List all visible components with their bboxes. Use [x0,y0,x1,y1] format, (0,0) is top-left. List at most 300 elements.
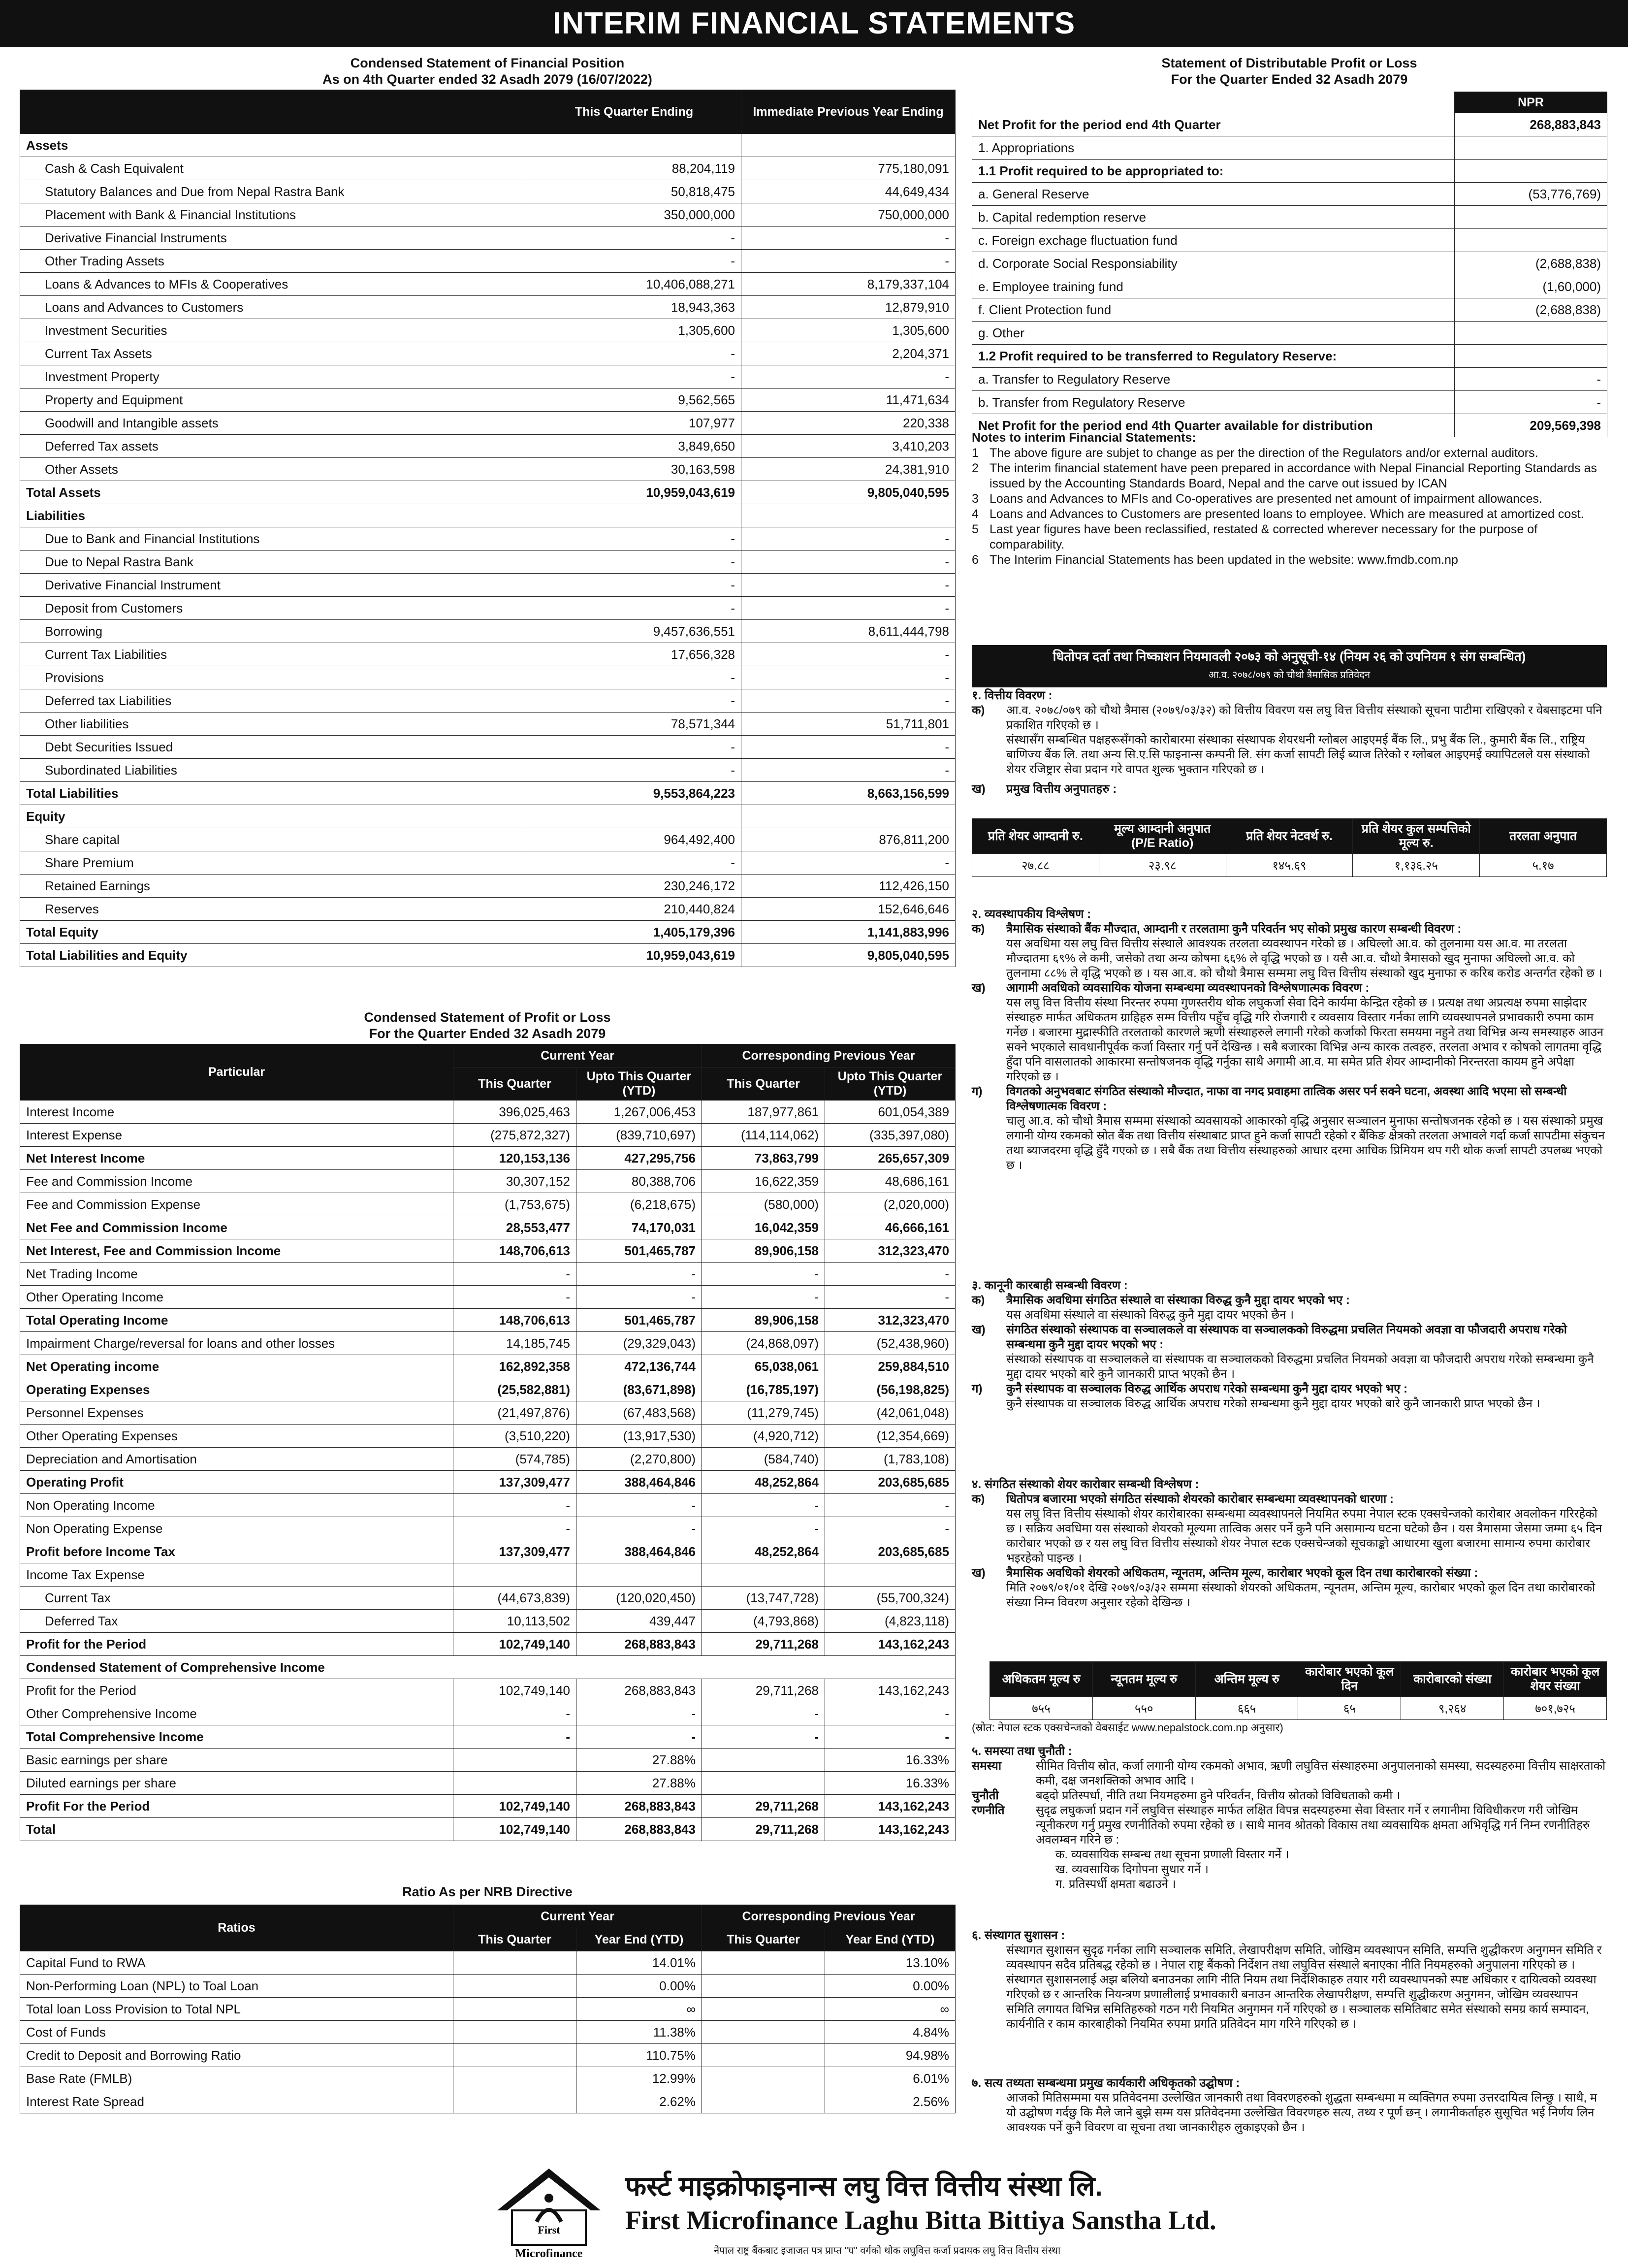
ratio-table [20,1905,956,2113]
fp-row-label: Loans & Advances to MFIs & Cooperatives [20,273,527,296]
fp-row-this-quarter: - [527,666,741,689]
pl-row-cy-ytd [576,1563,702,1587]
fp-row-prev-year: - [741,736,956,759]
pl-row-label: Current Tax [20,1587,453,1610]
fp-row [20,805,956,828]
fp-row [20,157,956,180]
pl-title [20,1009,955,1042]
dp-header-blank [972,92,1455,113]
np-s2a-text: यस अवधिमा यस लघु वित्त वित्तीय संस्थाले आवश्यक तरलता व्यवस्थापन गरेको छ । अघिल्लो आ.व. को तुलनामा यस आ.व. मा तरलता मौज्दातमा ६९% ले कमी, जसेको तथा अन्य कोषमा ६६% ले वृद्धि भएको छ । यसै आ.व. चौथो त्रैमासको खुद मुनाफा अघिल्लो आ.व. को तुलनामा ८८% ले वृद्धि भएको छ । यस आ.व. को चौथो त्रैमास सम्ममा लघु वित्त वित्तीय संस्थाको खुद मुनाफा रु करिब करोड अन्तर्गत रहेको छ । [1006,937,1602,980]
np-share-header: अधिकतम मूल्य रु [990,1662,1093,1697]
dp-row-value [1455,206,1607,229]
fp-header-prev-year: Immediate Previous Year Ending [741,90,956,134]
dp-row-value: - [1455,368,1607,391]
dp-row-label: Net Profit for the period end 4th Quarter [972,113,1455,136]
dp-row-label: f. Client Protection fund [972,298,1455,322]
ratio-row [20,2044,956,2067]
pl-row-py-ytd: 203,685,685 [825,1471,956,1494]
fp-row-prev-year: 775,180,091 [741,157,956,180]
np-share-header: कारोबार भएको कूल शेयर संख्या [1504,1662,1607,1697]
np-share-value: ९,२६४ [1401,1697,1504,1720]
ratio-row-py-ytd: ∞ [825,1998,956,2021]
fp-row [20,551,956,574]
note-text: Last year figures have been reclassified, restated & corrected wherever necessary for the purpose of comparability. [990,522,1538,551]
pl-header-current-year: Current Year [453,1044,702,1068]
np-s5-list-2: ख. व्यवसायिक दिगोपना सुधार गर्ने । [1055,1863,1209,1876]
note-text: Loans and Advances to MFIs and Co-operatives are presented net amount of impairment allowances. [990,492,1542,506]
fp-row-prev-year: 11,471,634 [741,389,956,412]
pl-row-cy-ytd: 501,465,787 [576,1239,702,1263]
np-share-value: ५५० [1092,1697,1195,1720]
fp-row [20,736,956,759]
fp-row-label: Deferred Tax assets [20,435,527,458]
fp-row [20,782,956,805]
dp-row-value: - [1455,391,1607,414]
dp-row [972,345,1607,368]
pl-row-cy-ytd: (29,329,043) [576,1332,702,1355]
np-s7-heading: ७. सत्य तथ्यता सम्बन्धमा प्रमुख कार्यकारी अधिकृतको उद्घोषण : [972,2076,1240,2090]
fp-row-prev-year: 750,000,000 [741,203,956,227]
np-s1-heading: १. वित्तीय विवरण : [972,689,1053,702]
pl-row-py-ytd: 265,657,309 [825,1147,956,1170]
pl-row-py-quarter: (13,747,728) [702,1587,825,1610]
fp-row-prev-year: - [741,527,956,551]
fp-row-prev-year: 44,649,434 [741,180,956,203]
pl-row [20,1610,956,1633]
np-s5-problem-text: सीमित वित्तीय स्रोत, कर्जा लगानी योग्य रकमको अभाव, ऋणी लघुवित्त संस्थाहरुमा अनुपालनाको समस्या, सदस्यहरुमा वित्तीय साक्षरताको कमी, दक्ष जनशक्तिको अभाव आदि । [1036,1759,1606,1787]
np-s5-strategy-text: सुदृढ लघुकर्जा प्रदान गर्ने लघुवित्त संस्थाहरु मार्फत लक्षित विपन्न सदस्यहरुमा सेवा विस्तार गर्ने र लगानीमा विविधीकरण गरी जोखिम न्यूनीकरण गर्नु प्रमुख रणनीतिको रुपमा रहेको छ । साथै मानव श्रोतको विकास तथा व्यवसायिक क्षमता अभिवृद्धि गर्न निम्न रणनीतिहरु अवलम्बन गरिने छ : [1036,1804,1590,1847]
fp-row-prev-year: - [741,689,956,713]
np-s1a [972,703,1607,733]
pl-row-label: Other Operating Expenses [20,1425,453,1448]
fp-row-label: Reserves [20,898,527,921]
ratio-row [20,2090,956,2113]
ratio-header-current-year: Current Year [453,1905,702,1928]
np-s4-heading: ४. संगठित संस्थाको शेयर कारोबार सम्बन्धी विश्लेषण : [972,1478,1199,1491]
ratio-header-ratios: Ratios [20,1905,453,1951]
pl-row-cy-quarter: 148,706,613 [453,1309,576,1332]
np-s2a-heading: त्रैमासिक संस्थाको बैंक मौज्दात, आम्दानी र तरलतामा कुनै परिवर्तन भए सोको प्रमुख कारण सम्बन्धी विवरण : [1006,922,1462,936]
pl-row-py-ytd: - [825,1286,956,1309]
fp-row [20,666,956,689]
fp-row-prev-year: 1,305,600 [741,319,956,342]
fp-row-prev-year: - [741,759,956,782]
note-item [972,552,1607,568]
pl-row-cy-ytd: (67,483,568) [576,1401,702,1425]
np-s2b-key: ख) [972,981,986,995]
pl-row-py-ytd: (4,823,118) [825,1610,956,1633]
fp-row-this-quarter: 30,163,598 [527,458,741,481]
fp-row-prev-year [741,805,956,828]
fp-row-label: Property and Equipment [20,389,527,412]
pl-row-py-quarter: 89,906,158 [702,1239,825,1263]
pl-row [20,1772,956,1795]
pl-row-cy-ytd: 268,883,843 [576,1679,702,1702]
np-s4b-text: मिति २०७९/०१/०१ देखि २०७९/०३/३२ सम्ममा संस्थाको शेयरको अधिकतम, न्यूनतम, अन्तिम मूल्य, कारोबार भएको कूल दिन तथा कारोबारको संख्या निम्न विवरण अनुसार रहेको देखिन्छ । [1006,1581,1596,1609]
fp-row-prev-year: 112,426,150 [741,875,956,898]
ratio-row-cy-ytd: 0.00% [576,1975,702,1998]
pl-row-label: Depreciation and Amortisation [20,1448,453,1471]
pl-header-this-quarter-1: This Quarter [453,1068,576,1101]
pl-row [20,1725,956,1749]
pl-row [20,1170,956,1193]
pl-row-py-ytd: - [825,1702,956,1725]
nepali-section-4 [972,1477,1607,1610]
np-ratio-value: २३.९८ [1099,854,1226,877]
fp-row-this-quarter: - [527,736,741,759]
note-number: 2 [972,461,979,475]
np-s1c-text: प्रमुख वित्तीय अनुपातहरु : [1006,782,1117,796]
ratio-row-label: Total loan Loss Provision to Total NPL [20,1998,453,2021]
dp-title [972,55,1607,88]
ratio-row-cy-ytd: 110.75% [576,2044,702,2067]
pl-row-py-quarter [702,1563,825,1587]
fp-row [20,296,956,319]
fp-row-label: Goodwill and Intangible assets [20,412,527,435]
dp-row-value [1455,136,1607,160]
fp-row-prev-year: 8,179,337,104 [741,273,956,296]
pl-row-label: Profit for the Period [20,1679,453,1702]
pl-row-cy-quarter: (25,582,881) [453,1378,576,1401]
pl-header-prev-year: Corresponding Previous Year [702,1044,956,1068]
pl-row-label: Fee and Commission Income [20,1170,453,1193]
fp-row [20,481,956,504]
pl-row-label: Income Tax Expense [20,1563,453,1587]
pl-row-label: Fee and Commission Expense [20,1193,453,1216]
pl-row-cy-ytd: - [576,1286,702,1309]
np-s3b-text: संस्थाको संस्थापक वा सञ्चालकले वा संस्थापक वा सञ्चालकको विरुद्धमा प्रचलित नियमको अवज्ञा वा फौजदारी अपराध गरेको सम्बन्धमा कुनै मुद्दा दायर भएको बारे कुनै जानकारी प्राप्त भएको छैन । [1006,1353,1594,1381]
fp-row [20,227,956,250]
nepali-banner [972,645,1607,687]
pl-row-label: Net Trading Income [20,1263,453,1286]
ratio-title: Ratio As per NRB Directive [402,1884,573,1899]
note-item [972,507,1607,522]
pl-row [20,1517,956,1540]
pl-row-cy-quarter: (1,753,675) [453,1193,576,1216]
fp-row-prev-year: 876,811,200 [741,828,956,851]
pl-row-label: Profit For the Period [20,1795,453,1818]
dp-title-line2: For the Quarter Ended 32 Asadh 2079 [1171,72,1408,87]
pl-row-py-quarter: 73,863,799 [702,1147,825,1170]
pl-row-py-ytd: 143,162,243 [825,1633,956,1656]
pl-row-cy-quarter: - [453,1725,576,1749]
fp-row-this-quarter: 50,818,475 [527,180,741,203]
ratio-row [20,2021,956,2044]
np-s3b-heading: संगठित संस्थाको संस्थापक वा सञ्चालकले वा संस्थापक वा सञ्चालकको विरुद्धमा प्रचलित नियमको अवज्ञा वा फौजदारी अपराध गरेको सम्बन्धमा कुनै मुद्दा दायर भएको भए : [1006,1323,1567,1351]
pl-row-cy-ytd: (839,710,697) [576,1124,702,1147]
logo-figure-arms [537,2210,561,2222]
nepali-section-5 [972,1744,1607,1892]
pl-row-py-ytd: - [825,1494,956,1517]
pl-row-cy-ytd: 439,447 [576,1610,702,1633]
fp-row-this-quarter: 10,959,043,619 [527,481,741,504]
note-item [972,491,1607,507]
fp-row-prev-year: - [741,851,956,875]
dp-header-npr: NPR [1455,92,1607,113]
pl-row-cy-quarter: 102,749,140 [453,1633,576,1656]
ratio-row-cy-quarter [453,1998,576,2021]
fp-row [20,597,956,620]
ratio-row-py-ytd: 2.56% [825,2090,956,2113]
fp-row [20,250,956,273]
pl-row [20,1679,956,1702]
dp-row-label: 1.1 Profit required to be appropriated to: [972,160,1455,183]
ratio-row-label: Base Rate (FMLB) [20,2067,453,2090]
fp-row-this-quarter [527,134,741,157]
pl-row-cy-ytd: - [576,1517,702,1540]
fp-row [20,620,956,643]
fp-row-this-quarter: - [527,851,741,875]
dp-row-label: e. Employee training fund [972,275,1455,298]
fp-row-this-quarter: 9,553,864,223 [527,782,741,805]
pl-row-py-quarter: (114,114,062) [702,1124,825,1147]
note-text: Loans and Advances to Customers are presented loans to employee. Which are measured at amortized cost. [990,507,1584,521]
np-s2a-key: क) [972,922,985,936]
pl-row-cy-ytd: 74,170,031 [576,1216,702,1239]
pl-row [20,1401,956,1425]
ratio-row-py-ytd: 6.01% [825,2067,956,2090]
pl-row-py-quarter: 48,252,864 [702,1540,825,1563]
pl-header-this-quarter-2: This Quarter [702,1068,825,1101]
fp-row-prev-year: - [741,551,956,574]
np-s5-challenge-key: चुनौती [972,1789,999,1802]
pl-row-section-label: Condensed Statement of Comprehensive Income [20,1656,956,1679]
pl-row-py-ytd: (335,397,080) [825,1124,956,1147]
fp-row-this-quarter: 78,571,344 [527,713,741,736]
nepali-section-3 [972,1278,1607,1411]
nepali-section-1 [972,688,1607,797]
np-s5-challenge-text: बढ्दो प्रतिस्पर्धा, नीति तथा नियमहरुमा हुने परिवर्तन, वित्तीय स्रोतको विविधताको कमी । [1036,1789,1401,1802]
np-share-value: ७५५ [990,1697,1093,1720]
company-name-nepali: फर्स्ट माइक्रोफाइनान्स लघु वित्त वित्तीय संस्था लि. [625,2171,1103,2202]
pl-row [20,1540,956,1563]
fp-row-label: Equity [20,805,527,828]
pl-row [20,1749,956,1772]
fp-row-this-quarter: - [527,365,741,389]
ratio-row-cy-quarter [453,2021,576,2044]
ratio-row [20,1975,956,1998]
dp-row-label: 1.2 Profit required to be transferred to Regulatory Reserve: [972,345,1455,368]
pl-row-label: Non Operating Expense [20,1517,453,1540]
pl-row-cy-quarter [453,1749,576,1772]
np-s3-heading: ३. कानूनी कारबाही सम्बन्धी विवरण : [972,1279,1128,1292]
np-s4a-key: क) [972,1492,985,1506]
fp-row-this-quarter: 964,492,400 [527,828,741,851]
pl-row-py-ytd: - [825,1517,956,1540]
fp-row [20,319,956,342]
pl-row-py-ytd: - [825,1725,956,1749]
ratio-header-this-quarter-1: This Quarter [453,1928,576,1951]
fp-row-label: Retained Earnings [20,875,527,898]
fp-row-this-quarter: 107,977 [527,412,741,435]
pl-row-py-ytd: (52,438,960) [825,1332,956,1355]
fp-row-this-quarter: - [527,597,741,620]
fp-row [20,713,956,736]
pl-row [20,1124,956,1147]
pl-row-py-ytd: - [825,1263,956,1286]
ratio-row-py-ytd: 0.00% [825,1975,956,1998]
fp-row-prev-year: 8,611,444,798 [741,620,956,643]
note-number: 1 [972,446,979,460]
fp-row-this-quarter: 9,457,636,551 [527,620,741,643]
pl-row-cy-quarter: (44,673,839) [453,1587,576,1610]
pl-row [20,1378,956,1401]
pl-row-cy-quarter: - [453,1494,576,1517]
dp-row-label: a. Transfer to Regulatory Reserve [972,368,1455,391]
fp-row [20,643,956,666]
fp-row-prev-year: - [741,574,956,597]
pl-row-cy-ytd: 427,295,756 [576,1147,702,1170]
pl-row-py-quarter: (4,793,868) [702,1610,825,1633]
dp-row [972,136,1607,160]
np-share-header: न्यूनतम मूल्य रु [1092,1662,1195,1697]
pl-row-label: Interest Expense [20,1124,453,1147]
dp-row-label: c. Foreign exchage fluctuation fund [972,229,1455,252]
ratio-row-cy-ytd: 14.01% [576,1951,702,1975]
pl-row-cy-ytd: (13,917,530) [576,1425,702,1448]
pl-row-label: Diluted earnings per share [20,1772,453,1795]
np-s6-heading: ६. संस्थागत सुशासन : [972,1929,1065,1942]
fp-row-prev-year: - [741,365,956,389]
np-s2c-text: चालु आ.व. को चौथो त्रैमास सम्ममा संस्थाको व्यवसायको आकारको वृद्धि अनुसार सञ्चालन मुनाफा सन्तोषजनक रहेको छ । यस संस्थाको प्रमुख लगानी योग्य रकमको स्रोत बैंक तथा वित्तीय संस्थाबाट प्राप्त हुने कर्जा सापटी रहेको र बैंकिङ क्षेत्रको तरलता अभावले गर्दा कर्जा सापटीमा संकुचन तथा ब्याजदरमा वृद्धि हुँदै गएको छ । सबै बैंक तथा वित्तीय संस्थाहरुको आधार दरमा आधिक प्रिमियम थप गरी थोक कर्जा सापटी उपलब्ध भएको छ । [1006,1114,1605,1172]
distributable-profit-table [972,92,1607,437]
ratio-row-cy-quarter [453,2067,576,2090]
pl-row-cy-quarter: 137,309,477 [453,1471,576,1494]
np-s5-heading: ५. समस्या तथा चुनौती : [972,1745,1072,1758]
fp-row-prev-year: 220,338 [741,412,956,435]
ratio-row-cy-ytd: 12.99% [576,2067,702,2090]
pl-row-py-ytd: 259,884,510 [825,1355,956,1378]
ratio-row-cy-quarter [453,1975,576,1998]
pl-row-cy-ytd: 388,464,846 [576,1540,702,1563]
nepali-section-6 [972,1928,1607,2032]
pl-row-py-quarter: 89,906,158 [702,1309,825,1332]
fp-row-this-quarter: 3,849,650 [527,435,741,458]
pl-row-py-ytd: 16.33% [825,1749,956,1772]
financial-position-table [20,90,956,967]
np-s4a-text: यस लघु वित्त वित्तीय संस्थाको शेयर कारोबारका सम्बन्धमा व्यवस्थापनले नियमित रुपमा नेपाल स्टक एक्सचेन्जको कारोबार अवलोकन गरिरहेको छ । सक्रिय अवधिमा यस संस्थाको शेयरको मूल्यमा तात्विक असर पर्ने कुनै पनि असामान्य घटना घटेको छैन । यस त्रैमासमा जेसमा जम्मा ६५ दिन कारोबार भएको छ र यस लघु वित्त वित्तीय संस्थाको शेयर नेपाल स्टक एक्सचेन्जको सूचकाङ्को आधारमा खुला बजारमा सामान्य रुपमा कारोबार भइरहेको पाइन्छ । [1006,1507,1602,1565]
dp-row [972,206,1607,229]
ratio-header-year-end-1: Year End (YTD) [576,1928,702,1951]
np-s1c-key: ख) [972,782,986,796]
ratio-row-label: Interest Rate Spread [20,2090,453,2113]
np-s4a [972,1492,1607,1507]
fp-row [20,389,956,412]
pl-row-cy-quarter: (574,785) [453,1448,576,1471]
np-ratio-header: प्रति शेयर कुल सम्पत्तिको मूल्य रु. [1353,819,1480,854]
fp-row-prev-year: - [741,597,956,620]
fp-row-label: Subordinated Liabilities [20,759,527,782]
pl-row-py-quarter: (580,000) [702,1193,825,1216]
pl-row-py-ytd: 143,162,243 [825,1818,956,1841]
fp-row-label: Share Premium [20,851,527,875]
pl-row-py-ytd: 601,054,389 [825,1101,956,1124]
np-s4a-heading: धितोपत्र बजारमा भएको संगठित संस्थाको शेयरको कारोबार सम्बन्धमा व्यवस्थापनको धारणा : [1006,1492,1394,1506]
fp-row [20,180,956,203]
np-s2-heading: २. व्यवस्थापकीय विश्लेषण : [972,907,1091,921]
fp-row-this-quarter: 350,000,000 [527,203,741,227]
fp-row-prev-year: - [741,666,956,689]
pl-row [20,1239,956,1263]
np-share-header: अन्तिम मूल्य रु [1195,1662,1298,1697]
nepali-banner-line1: धितोपत्र दर्ता तथा निष्काशन नियमावली २०७३ को अनुसूची-१४ (नियम २६ को उपनियम १ संग सम्बन्धित) [1053,649,1526,664]
pl-row-label: Profit before Income Tax [20,1540,453,1563]
pl-row-py-quarter: (24,868,097) [702,1332,825,1355]
fp-row-label: Total Liabilities and Equity [20,944,527,967]
np-s1a-text: आ.व. २०७८/०७९ को चौथो त्रैमास (२०७९/०३/३२) को वित्तीय विवरण यस लघु वित्त वित्तीय संस्थाको सूचना पाटीमा राखिएको र वेबसाइटमा पनि प्रकाशित गरिएको छ । [1006,704,1602,732]
pl-row-py-quarter: 29,711,268 [702,1795,825,1818]
pl-row-cy-quarter: - [453,1702,576,1725]
nepali-banner-line2: आ.व. २०७८/०७९ को चौथो त्रैमासिक प्रतिवेदन [1208,670,1371,680]
fp-row-this-quarter: - [527,551,741,574]
company-logo [492,2164,606,2262]
fp-header-blank [20,90,527,134]
ratio-row-py-quarter [702,2067,825,2090]
pl-row-cy-ytd: (83,671,898) [576,1378,702,1401]
dp-row-value: (2,688,838) [1455,252,1607,275]
pl-row-cy-ytd: (6,218,675) [576,1193,702,1216]
pl-row-label: Other Comprehensive Income [20,1702,453,1725]
ratio-row-label: Cost of Funds [20,2021,453,2044]
pl-row-py-ytd: 16.33% [825,1772,956,1795]
dp-row [972,160,1607,183]
fp-row [20,689,956,713]
ratio-row [20,1998,956,2021]
np-s1c [972,782,1607,797]
pl-row-py-quarter: 48,252,864 [702,1471,825,1494]
np-ratio-header: प्रति शेयर नेटवर्थ रु. [1226,819,1353,854]
np-ratio-header: प्रति शेयर आम्दानी रु. [972,819,1099,854]
dp-row [972,113,1607,136]
np-s5-list-1: क. व्यवसायिक सम्बन्ध तथा सूचना प्रणाली विस्तार गर्ने । [1055,1848,1289,1861]
pl-row-cy-ytd: 268,883,843 [576,1633,702,1656]
ratio-row-label: Capital Fund to RWA [20,1951,453,1975]
pl-row-cy-quarter: (21,497,876) [453,1401,576,1425]
fp-row-this-quarter: 210,440,824 [527,898,741,921]
pl-row-py-quarter: 16,622,359 [702,1170,825,1193]
fp-row-prev-year: - [741,250,956,273]
dp-row [972,298,1607,322]
note-item [972,522,1607,552]
dp-row [972,183,1607,206]
fp-row-label: Current Tax Assets [20,342,527,365]
pl-row-label: Total Comprehensive Income [20,1725,453,1749]
pl-row-cy-ytd: (120,020,450) [576,1587,702,1610]
pl-row-py-quarter: 187,977,861 [702,1101,825,1124]
ratio-row-py-ytd: 13.10% [825,1951,956,1975]
np-s4b [972,1566,1607,1581]
np-s4b-heading: त्रैमासिक अवधिको शेयरको अधिकतम, न्यूनतम, अन्तिम मूल्य, कारोबार भएको कूल दिन तथा कारोबारको संख्या : [1006,1566,1478,1580]
fp-row-label: Total Equity [20,921,527,944]
np-s7-text: आजको मितिसम्ममा यस प्रतिवेदनमा उल्लेखित जानकारी तथा विवरणहरुको शुद्धता सम्बन्धमा म व्यक्तिगत रुपमा उत्तरदायित्व लिन्छु । साथै, म यो उद्घोषण गर्दछु कि मैले जाने बुझे सम्म यस प्रतिवेदनमा उल्लेखित विवरणहरु सत्य, तथ्य र पूर्ण छन् । लगानीकर्ताहरु सुसूचित भई निर्णय लिन आवश्यक पर्ने कुनै विवरण वा सूचना तथा जानकारीहरु लुकाइएको छैन । [1006,2091,1597,2134]
np-s2c-heading: विगतको अनुभवबाट संगठित संस्थाको मौज्दात, नाफा वा नगद प्रवाहमा तात्विक असर पर्न सक्ने घटना, अवस्था आदि भएमा सो सम्बन्धी विश्लेषणात्मक विवरण : [1006,1085,1567,1113]
np-s2b [972,981,1607,996]
np-share-header: कारोबारको संख्या [1401,1662,1504,1697]
pl-row-py-quarter: 16,042,359 [702,1216,825,1239]
np-s3c-heading: कुनै संस्थापक वा सञ्चालक विरुद्ध आर्थिक अपराध गरेको सम्बन्धमा कुनै मुद्दा दायर भएको भए : [1006,1382,1408,1395]
pl-row-cy-quarter: 148,706,613 [453,1239,576,1263]
pl-row-py-ytd: 312,323,470 [825,1309,956,1332]
nepali-section-7 [972,2076,1607,2135]
pl-row-py-quarter: (11,279,745) [702,1401,825,1425]
fp-row-prev-year: 12,879,910 [741,296,956,319]
fp-row [20,365,956,389]
pl-row-label: Total [20,1818,453,1841]
fp-row-label: Other liabilities [20,713,527,736]
pl-row [20,1147,956,1170]
pl-row-label: Other Operating Income [20,1286,453,1309]
np-s5-problem [972,1759,1607,1788]
